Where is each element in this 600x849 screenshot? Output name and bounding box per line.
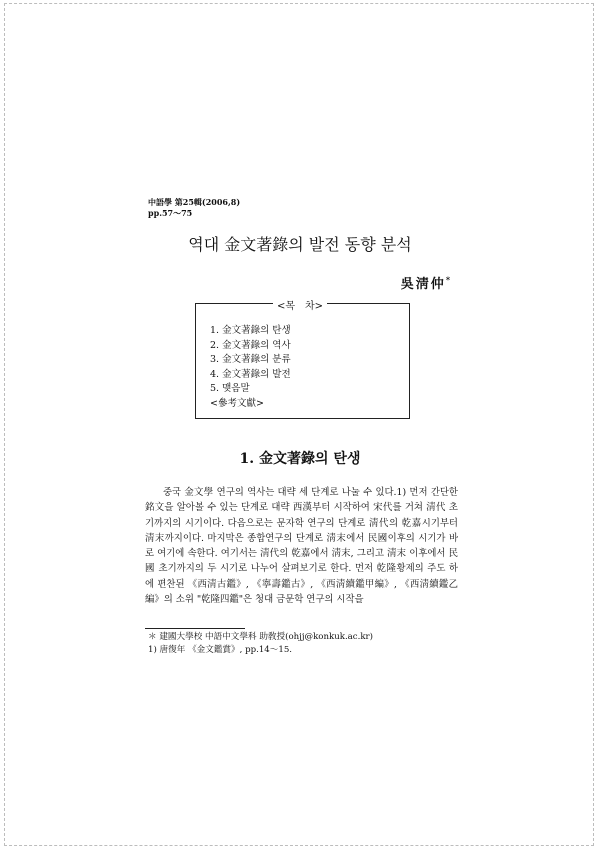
author xyxy=(401,273,452,292)
author-footnote-mark: * xyxy=(445,274,452,285)
toc-item: 1. 金文著錄의 탄생 xyxy=(210,325,291,336)
journal-pages: pp.57～75 xyxy=(148,208,193,218)
toc-heading: <목 차> xyxy=(0,297,600,312)
toc-item: 5. 맺음말 xyxy=(210,383,250,395)
author-name: 吳淸仲 xyxy=(400,277,446,292)
paper-title: 역대 金文著錄의 발전 동향 분석 xyxy=(188,235,412,254)
body-paragraph: 중국 金文學 연구의 역사는 대략 세 단계로 나눌 수 있다.1) 먼저 간단한 銘文을 알아볼 수 있는 단계로 대략 西漢부터 시작하여 宋代를 거쳐 淸代 초기까지의 시기이다. 다음으로는 문자학 연구의 단계로 淸代의 乾嘉시기부터 淸末까지이다. 마지막은 종합연구의 단계로 淸末에서 民國이후의 시기가 바로 여기에 속한다. 여기서는 淸代의 乾嘉에서 淸末, 그리고 淸末 이후에서 民國 초기까지의 두 시기로 나누어 살펴보기로 한다. 먼저 乾隆황제의 주도 하에 편찬된 《西淸古鑑》, 《寧壽鑑古》, 《西淸續鑑甲編》, 《西淸續鑑乙編》의 소위 "乾隆四鑑"은 청대 금문학 연구의 시작을 xyxy=(145,487,458,606)
toc-item: 2. 金文著錄의 역사 xyxy=(210,339,291,351)
footnote-affiliation: ＊ 建國大學校 中語中文學科 助敎授(ohjj@konkuk.ac.kr) xyxy=(148,632,374,642)
section-title: 1. 金文著錄의 탄생 xyxy=(239,451,361,467)
page-border xyxy=(4,3,594,846)
body-text xyxy=(145,485,458,607)
journal-info xyxy=(148,197,240,219)
toc-item: 4. 金文著錄의 발전 xyxy=(210,368,291,380)
journal-volume: 中語學 第25輯(2006,8) xyxy=(148,197,241,207)
toc-item: 3. 金文著錄의 분류 xyxy=(210,354,291,366)
footnote-rule xyxy=(145,628,245,629)
toc-list xyxy=(210,324,291,412)
toc-item: <參考文獻> xyxy=(210,397,264,409)
footnote-1: 1) 唐復年 《金文鑑賞》, pp.14～15. xyxy=(148,644,293,655)
footnotes xyxy=(148,631,373,656)
